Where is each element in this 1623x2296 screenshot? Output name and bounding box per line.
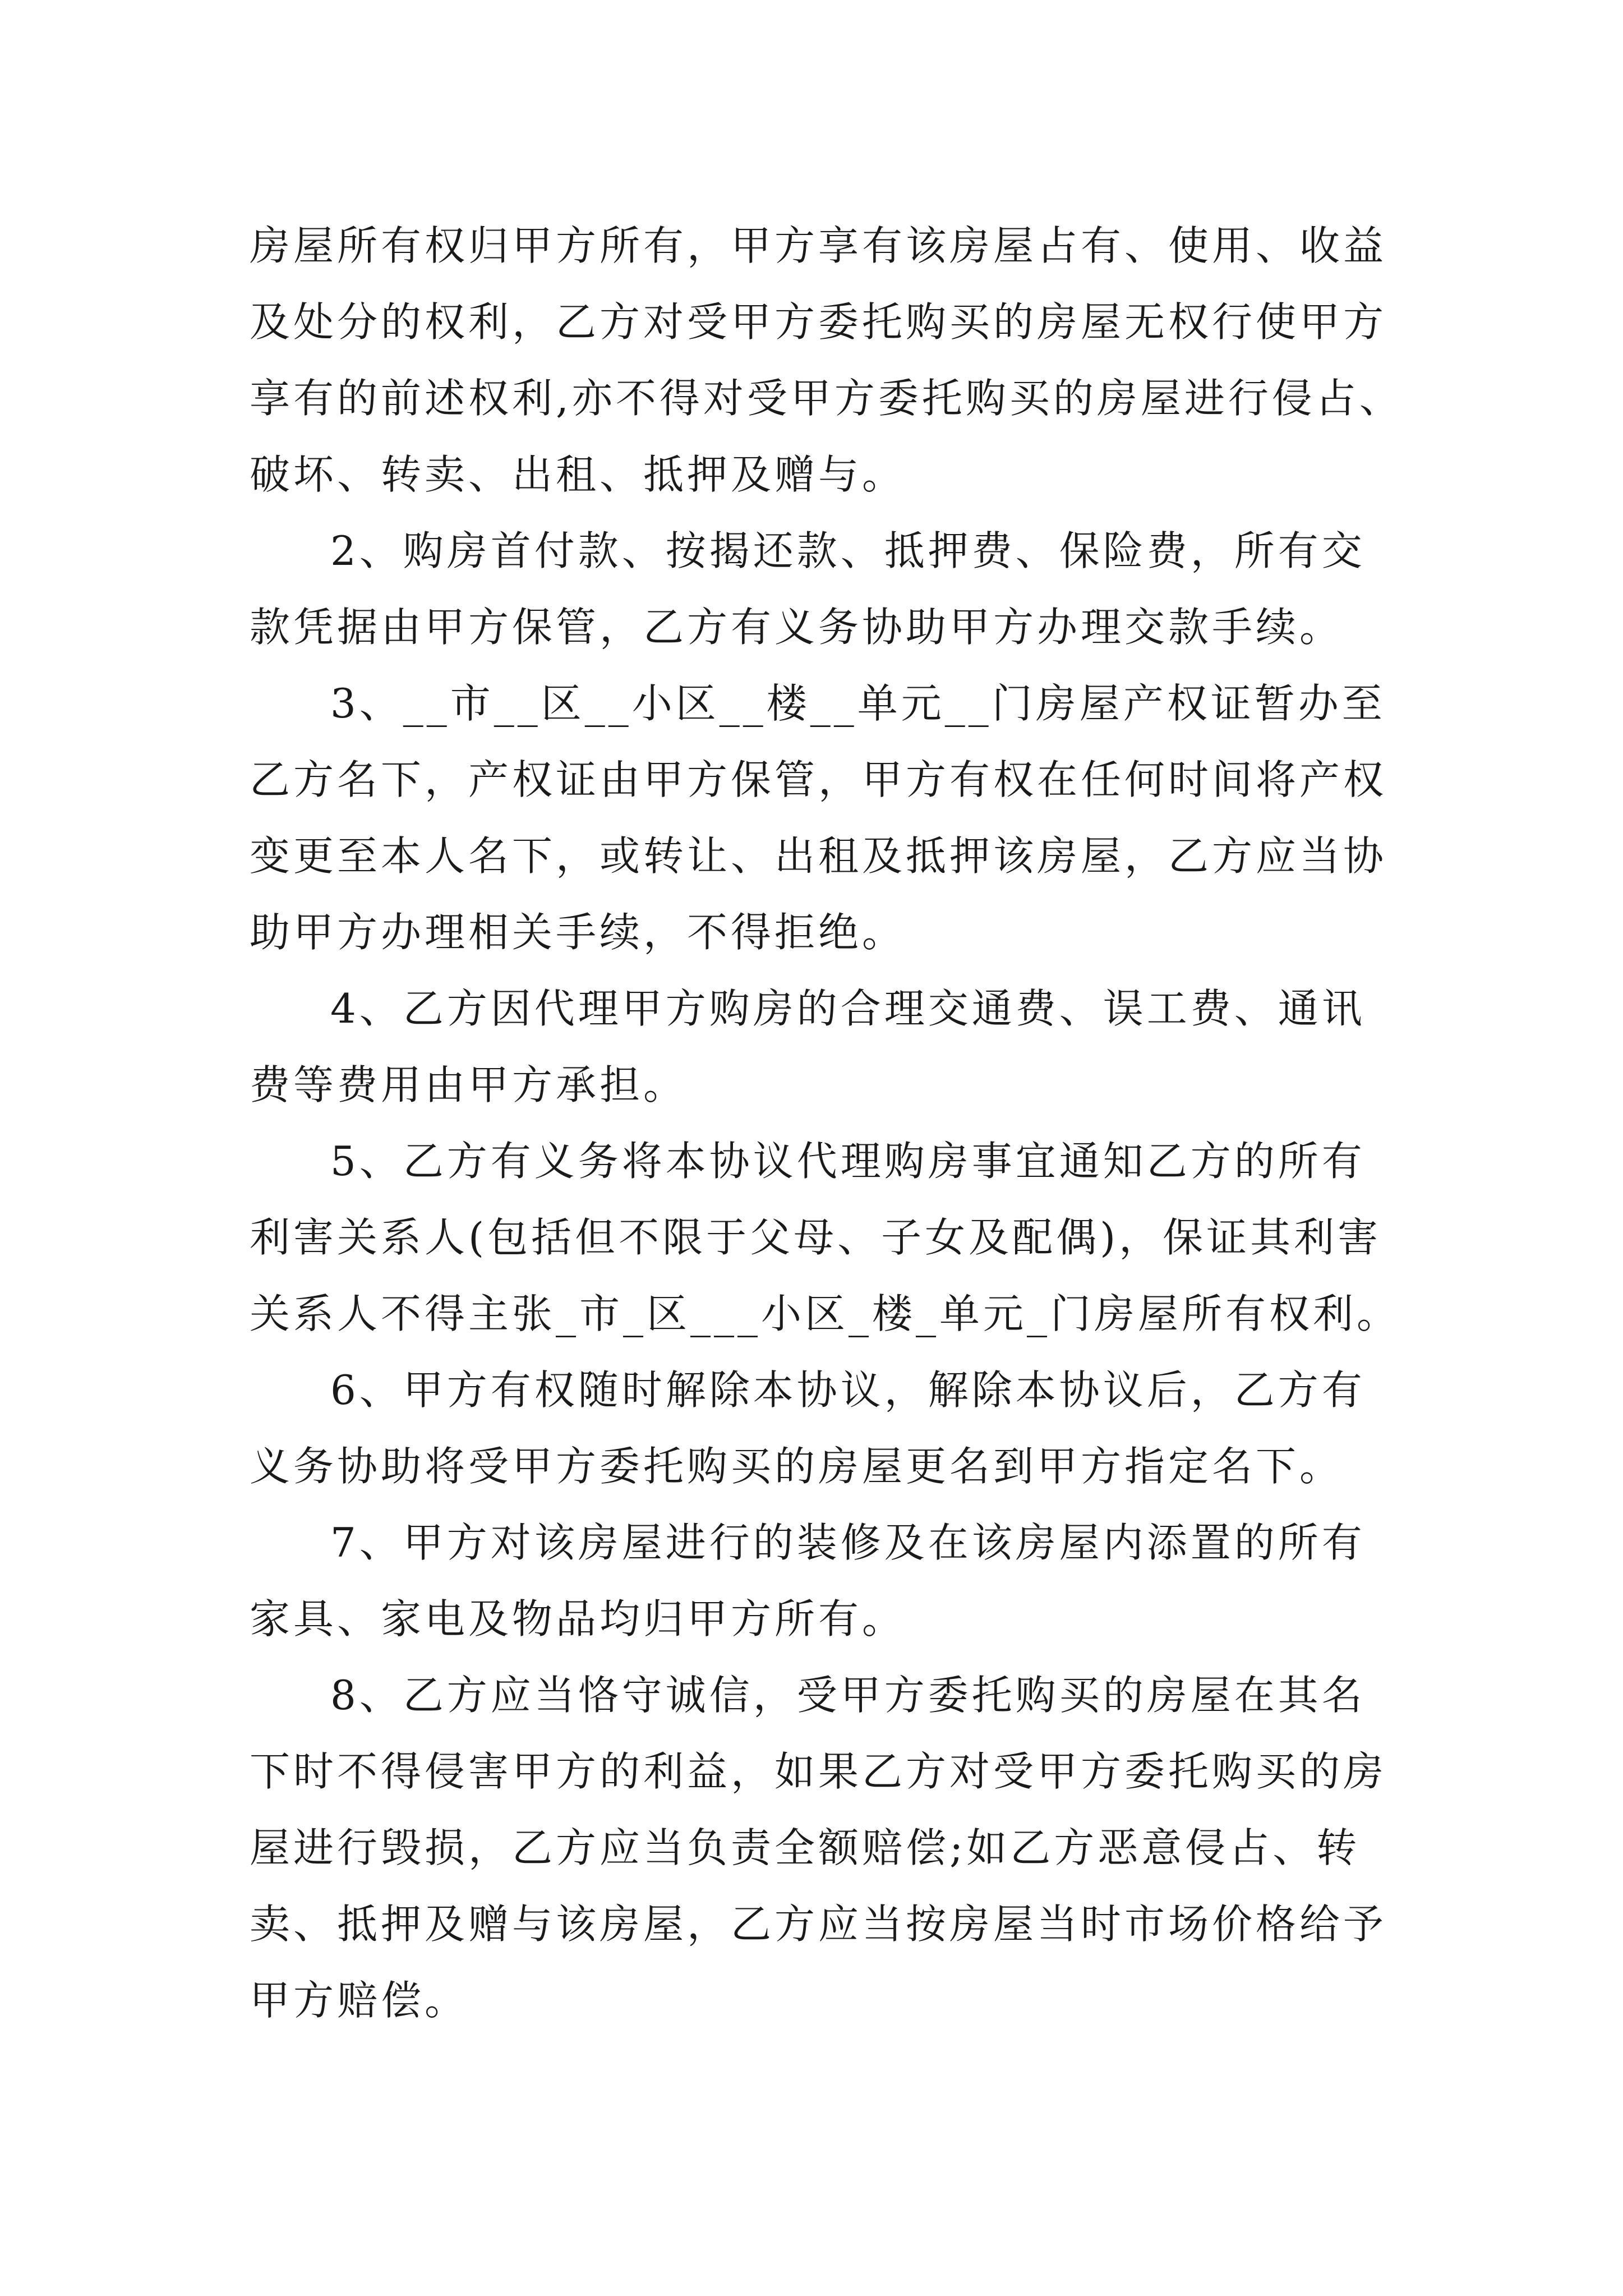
text-line: 5、乙方有义务将本协议代理购房事宜通知乙方的所有	[330, 1138, 1366, 1185]
text-line: 费等费用由甲方承担。	[250, 1061, 688, 1108]
paragraph-clause-4	[250, 970, 1438, 1123]
text-line: 关系人不得主张_市_区___小区_楼_单元_门房屋所有权利。	[250, 1290, 1401, 1337]
text-line: 家具、家电及物品均归甲方所有。	[250, 1595, 906, 1642]
text-line: 3、__市__区__小区__楼__单元__门房屋产权证暂办至	[330, 680, 1386, 727]
text-line: 4、乙方因代理甲方购房的合理交通费、误工费、通讯	[330, 985, 1366, 1032]
text-line: 7、甲方对该房屋进行的装修及在该房屋内添置的所有	[330, 1519, 1366, 1566]
text-line: 屋进行毁损，乙方应当负责全额赔偿;如乙方恶意侵占、转	[250, 1824, 1361, 1871]
text-line: 甲方赔偿。	[250, 1977, 469, 2024]
paragraph-clause-3	[250, 665, 1438, 970]
text-line: 卖、抵押及赠与该房屋，乙方应当按房屋当时市场价格给予	[250, 1901, 1387, 1948]
text-line: 房屋所有权归甲方所有，甲方享有该房屋占有、使用、收益	[250, 222, 1387, 269]
text-line: 助甲方办理相关手续，不得拒绝。	[250, 909, 906, 956]
paragraph-clause-2	[250, 513, 1438, 665]
document-body	[250, 208, 1438, 2039]
text-line: 乙方名下，产权证由甲方保管，甲方有权在任何时间将产权	[250, 756, 1387, 803]
text-line: 利害关系人(包括但不限于父母、子女及配偶)，保证其利害	[250, 1214, 1382, 1261]
paragraph-clause-7	[250, 1504, 1438, 1657]
text-line: 8、乙方应当恪守诚信，受甲方委托购买的房屋在其名	[330, 1672, 1366, 1719]
text-line: 6、甲方有权随时解除本协议，解除本协议后，乙方有	[330, 1366, 1366, 1414]
text-line: 及处分的权利，乙方对受甲方委托购买的房屋无权行使甲方	[250, 298, 1387, 346]
text-line: 款凭据由甲方保管，乙方有义务协助甲方办理交款手续。	[250, 604, 1344, 651]
text-line: 下时不得侵害甲方的利益，如果乙方对受甲方委托购买的房	[250, 1748, 1387, 1795]
paragraph-clause-5	[250, 1123, 1438, 1352]
paragraph-clause-8	[250, 1657, 1438, 2039]
text-line: 破坏、转卖、出租、抵押及赠与。	[250, 451, 906, 498]
text-line: 2、购房首付款、按揭还款、抵押费、保险费，所有交	[330, 527, 1366, 574]
paragraph-clause-6	[250, 1352, 1438, 1504]
text-line: 变更至本人名下，或转让、出租及抵押该房屋，乙方应当协	[250, 832, 1387, 880]
text-line: 义务协助将受甲方委托购买的房屋更名到甲方指定名下。	[250, 1443, 1344, 1490]
paragraph-1	[250, 208, 1438, 513]
text-line: 享有的前述权利,亦不得对受甲方委托购买的房屋进行侵占、	[250, 375, 1403, 422]
